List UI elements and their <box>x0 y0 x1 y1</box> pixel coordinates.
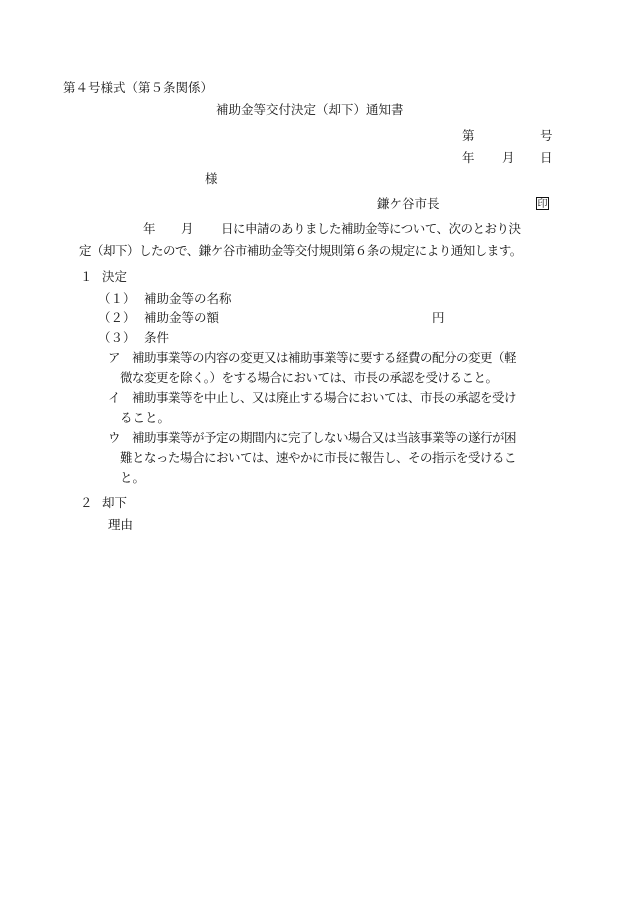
body-month: 月 <box>181 221 194 236</box>
seal-mark: 印 <box>537 199 548 210</box>
condition-u-line-2: 難となった場合においては、速やかに市長に報告し、その指示を受けるこ <box>120 450 517 465</box>
date-day: 日 <box>540 150 553 165</box>
date-month: 月 <box>502 150 515 165</box>
item-3-label: 条件 <box>144 330 170 345</box>
item-3-number: （３） <box>98 330 136 345</box>
body-line-2: 定（却下）したので、鎌ケ谷市補助金等交付規則第６条の規定により通知します。 <box>79 243 522 258</box>
date-year: 年 <box>462 150 475 165</box>
condition-i-marker: イ <box>108 390 121 405</box>
section-2-number: ２ <box>80 495 93 510</box>
condition-i-line-1: 補助事業等を中止し、又は廃止する場合においては、市長の承認を受け <box>132 390 517 405</box>
condition-i-line-2: ること。 <box>120 410 171 425</box>
document-number-suffix: 号 <box>540 128 553 143</box>
item-2-unit: 円 <box>432 310 445 325</box>
item-2-label: 補助金等の額 <box>144 310 220 325</box>
item-2-number: （２） <box>98 310 136 325</box>
condition-a-marker: ア <box>108 350 121 365</box>
section-1-heading: 決定 <box>102 269 128 284</box>
body-line-1: 日に申請のありました補助金等について、次のとおり決 <box>221 221 521 236</box>
condition-u-line-1: 補助事業等が予定の期間内に完了しない場合又は当該事業等の遂行が困 <box>132 430 517 445</box>
document-number-prefix: 第 <box>462 128 475 143</box>
section-2-heading: 却下 <box>102 495 128 510</box>
reason-label: 理由 <box>108 517 134 532</box>
condition-a-line-2: 微な変更を除く。）をする場合においては、市長の承認を受けること。 <box>120 370 498 385</box>
sender-name: 鎌ケ谷市長 <box>377 196 440 211</box>
document-title: 補助金等交付決定（却下）通知書 <box>216 102 404 117</box>
condition-u-line-3: と。 <box>120 470 146 485</box>
body-year: 年 <box>143 221 156 236</box>
item-1-number: （１） <box>98 291 136 306</box>
condition-a-line-1: 補助事業等の内容の変更又は補助事業等に要する経費の配分の変更（軽 <box>132 350 517 365</box>
condition-u-marker: ウ <box>108 430 121 445</box>
item-1-label: 補助金等の名称 <box>144 291 232 306</box>
form-number: 第４号様式（第５条関係） <box>63 80 214 95</box>
section-1-number: １ <box>80 269 93 284</box>
addressee-suffix: 様 <box>205 171 218 186</box>
